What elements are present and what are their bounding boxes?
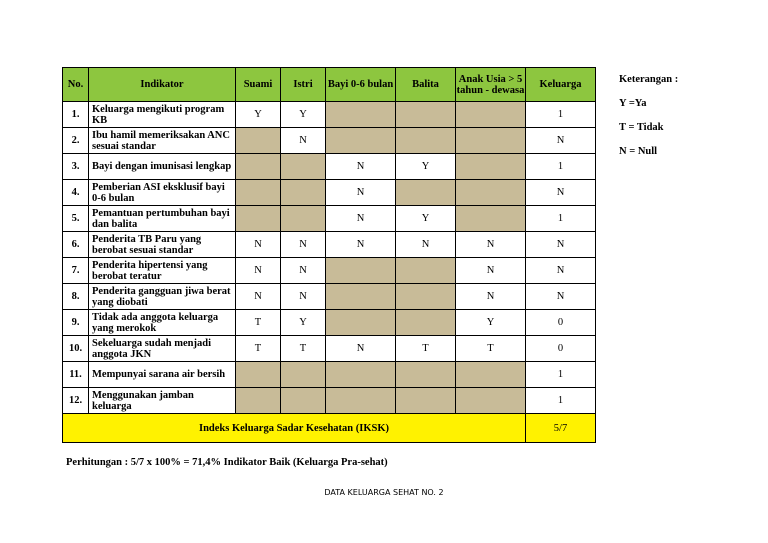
- table-row: [63, 362, 596, 388]
- header-balita: Balita: [396, 68, 456, 102]
- row-number: 4.: [63, 180, 89, 206]
- value-cell: N: [526, 128, 596, 154]
- value-cell: N: [326, 336, 396, 362]
- row-indikator: Mempunyai sarana air bersih: [89, 362, 236, 388]
- value-cell: N: [326, 206, 396, 232]
- table-row: [63, 128, 596, 154]
- value-cell: N: [281, 128, 326, 154]
- page-caption: DATA KELUARGA SEHAT NO. 2: [324, 488, 444, 497]
- table-row: [63, 180, 596, 206]
- shaded-cell: [281, 362, 326, 388]
- value-cell: 1: [526, 102, 596, 128]
- value-cell: T: [236, 336, 281, 362]
- header-suami: Suami: [236, 68, 281, 102]
- value-cell: T: [396, 336, 456, 362]
- legend-item-tidak: T = Tidak: [619, 122, 664, 133]
- shaded-cell: [326, 310, 396, 336]
- row-number: 2.: [63, 128, 89, 154]
- value-cell: T: [236, 310, 281, 336]
- row-number: 8.: [63, 284, 89, 310]
- value-cell: N: [526, 284, 596, 310]
- shaded-cell: [396, 362, 456, 388]
- row-number: 1.: [63, 102, 89, 128]
- shaded-cell: [396, 310, 456, 336]
- shaded-cell: [326, 128, 396, 154]
- row-number: 12.: [63, 388, 89, 414]
- value-cell: N: [281, 284, 326, 310]
- header-anak: Anak Usia > 5 tahun - dewasa: [456, 68, 526, 102]
- header-indikator: Indikator: [89, 68, 236, 102]
- iksk-row: [63, 414, 596, 443]
- table-row: [63, 336, 596, 362]
- table-row: [63, 284, 596, 310]
- value-cell: 1: [526, 362, 596, 388]
- shaded-cell: [396, 258, 456, 284]
- calculation-text: Perhitungan : 5/7 x 100% = 71,4% Indikator Baik (Keluarga Pra-sehat): [66, 457, 388, 468]
- table-row: [63, 388, 596, 414]
- row-indikator: Penderita TB Paru yang berobat sesuai standar: [89, 232, 236, 258]
- shaded-cell: [236, 206, 281, 232]
- row-number: 11.: [63, 362, 89, 388]
- shaded-cell: [456, 180, 526, 206]
- value-cell: Y: [456, 310, 526, 336]
- shaded-cell: [236, 154, 281, 180]
- value-cell: T: [281, 336, 326, 362]
- value-cell: N: [526, 180, 596, 206]
- value-cell: T: [456, 336, 526, 362]
- shaded-cell: [326, 362, 396, 388]
- row-indikator: Penderita gangguan jiwa berat yang diobati: [89, 284, 236, 310]
- table-row: [63, 258, 596, 284]
- iksk-value: 5/7: [526, 414, 596, 443]
- value-cell: N: [326, 232, 396, 258]
- value-cell: N: [456, 284, 526, 310]
- value-cell: N: [526, 258, 596, 284]
- value-cell: N: [281, 258, 326, 284]
- shaded-cell: [456, 362, 526, 388]
- iksk-label: Indeks Keluarga Sadar Kesehatan (IKSK): [63, 414, 526, 443]
- row-indikator: Sekeluarga sudah menjadi anggota JKN: [89, 336, 236, 362]
- shaded-cell: [456, 128, 526, 154]
- row-indikator: Keluarga mengikuti program KB: [89, 102, 236, 128]
- shaded-cell: [236, 180, 281, 206]
- shaded-cell: [326, 258, 396, 284]
- value-cell: N: [456, 258, 526, 284]
- row-indikator: Menggunakan jamban keluarga: [89, 388, 236, 414]
- value-cell: 0: [526, 310, 596, 336]
- row-number: 7.: [63, 258, 89, 284]
- shaded-cell: [281, 154, 326, 180]
- row-indikator: Ibu hamil memeriksakan ANC sesuai standar: [89, 128, 236, 154]
- shaded-cell: [456, 154, 526, 180]
- legend-item-null: N = Null: [619, 146, 658, 157]
- shaded-cell: [281, 180, 326, 206]
- value-cell: Y: [396, 154, 456, 180]
- row-indikator: Tidak ada anggota keluarga yang merokok: [89, 310, 236, 336]
- shaded-cell: [396, 284, 456, 310]
- legend-title: Keterangan :: [619, 74, 679, 85]
- row-number: 10.: [63, 336, 89, 362]
- value-cell: N: [236, 232, 281, 258]
- value-cell: Y: [236, 102, 281, 128]
- shaded-cell: [281, 388, 326, 414]
- value-cell: N: [326, 180, 396, 206]
- shaded-cell: [456, 388, 526, 414]
- value-cell: 0: [526, 336, 596, 362]
- table-row: [63, 154, 596, 180]
- table-row: [63, 206, 596, 232]
- header-keluarga: Keluarga: [526, 68, 596, 102]
- table-row: [63, 102, 596, 128]
- row-number: 6.: [63, 232, 89, 258]
- table-row: [63, 232, 596, 258]
- shaded-cell: [396, 388, 456, 414]
- shaded-cell: [456, 102, 526, 128]
- row-number: 9.: [63, 310, 89, 336]
- row-number: 5.: [63, 206, 89, 232]
- value-cell: Y: [281, 102, 326, 128]
- shaded-cell: [236, 388, 281, 414]
- shaded-cell: [396, 128, 456, 154]
- value-cell: Y: [281, 310, 326, 336]
- row-number: 3.: [63, 154, 89, 180]
- shaded-cell: [281, 206, 326, 232]
- value-cell: 1: [526, 154, 596, 180]
- row-indikator: Penderita hipertensi yang berobat teratur: [89, 258, 236, 284]
- value-cell: N: [236, 258, 281, 284]
- shaded-cell: [236, 362, 281, 388]
- shaded-cell: [326, 388, 396, 414]
- header-istri: Istri: [281, 68, 326, 102]
- health-indicator-table: [62, 67, 596, 443]
- value-cell: N: [281, 232, 326, 258]
- shaded-cell: [326, 284, 396, 310]
- row-indikator: Pemantuan pertumbuhan bayi dan balita: [89, 206, 236, 232]
- header-no: No.: [63, 68, 89, 102]
- shaded-cell: [396, 180, 456, 206]
- table-header-row: [63, 68, 596, 102]
- value-cell: 1: [526, 206, 596, 232]
- row-indikator: Pemberian ASI eksklusif bayi 0-6 bulan: [89, 180, 236, 206]
- shaded-cell: [396, 102, 456, 128]
- shaded-cell: [236, 128, 281, 154]
- value-cell: N: [396, 232, 456, 258]
- shaded-cell: [326, 102, 396, 128]
- value-cell: N: [236, 284, 281, 310]
- legend-item-ya: Y =Ya: [619, 98, 647, 109]
- table-row: [63, 310, 596, 336]
- value-cell: N: [526, 232, 596, 258]
- shaded-cell: [456, 206, 526, 232]
- header-bayi: Bayi 0-6 bulan: [326, 68, 396, 102]
- value-cell: 1: [526, 388, 596, 414]
- value-cell: Y: [396, 206, 456, 232]
- row-indikator: Bayi dengan imunisasi lengkap: [89, 154, 236, 180]
- value-cell: N: [326, 154, 396, 180]
- value-cell: N: [456, 232, 526, 258]
